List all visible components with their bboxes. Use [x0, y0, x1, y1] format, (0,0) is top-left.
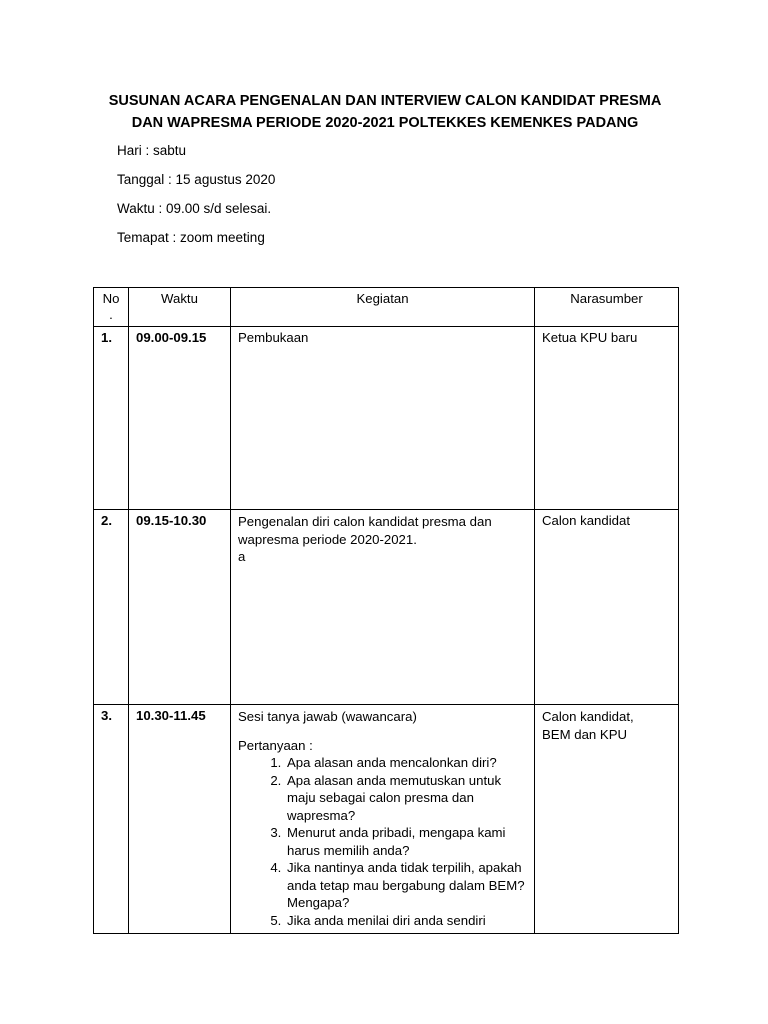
cell-narasumber: Ketua KPU baru — [535, 327, 679, 510]
header-narasumber: Narasumber — [535, 288, 679, 327]
title-line-2: DAN WAPRESMA PERIODE 2020-2021 POLTEKKES KEMENKES PADANG — [131, 115, 639, 131]
table-header-row — [94, 288, 679, 327]
question-item: 2. Apa alasan anda memutuskan untuk maju sebagai calon presma dan wapresma? — [285, 772, 527, 825]
question-item: 5. Jika anda menilai diri anda sendiri — [285, 912, 527, 930]
cell-kegiatan: Sesi tanya jawab (wawancara) Pertanyaan : 1. Apa alasan anda mencalonkan diri? 2. Apa alasan anda memutuskan untuk maju sebagai calon presma dan wapresma? 3. Menurut anda pribadi, mengapa kami harus memilih anda? 4. Jika nantinya anda tidak terpilih, apakah anda tetap mau bergabung dalam BEM? Mengapa? 5. Jika anda menilai diri anda sendiri — [231, 705, 535, 934]
pertanyaan-label: Pertanyaan : — [238, 737, 313, 753]
question-list — [238, 754, 527, 929]
question-item: 3. Menurut anda pribadi, mengapa kami harus memilih anda? — [285, 824, 527, 859]
cell-no: 3. — [94, 705, 129, 934]
question-item: 4. Jika nantinya anda tidak terpilih, apakah anda tetap mau bergabung dalam BEM? Mengapa? — [285, 859, 527, 912]
cell-waktu: 09.15-10.30 — [129, 510, 231, 705]
document-title — [70, 90, 700, 134]
table-row — [94, 705, 679, 934]
cell-no: 2. — [94, 510, 129, 705]
schedule-table — [93, 287, 679, 934]
question-item: 1. Apa alasan anda mencalonkan diri? — [285, 754, 527, 772]
cell-kegiatan: Pengenalan diri calon kandidat presma dan wapresma periode 2020-2021. a — [231, 510, 535, 705]
table-row — [94, 327, 679, 510]
info-tempat: Temapat : zoom meeting — [117, 230, 265, 245]
info-hari: Hari : sabtu — [117, 143, 187, 158]
cell-kegiatan: Pembukaan — [231, 327, 535, 510]
info-waktu: Waktu : 09.00 s/d selesai. — [117, 201, 272, 216]
table-row — [94, 510, 679, 705]
header-no: No . — [94, 288, 129, 327]
cell-waktu: 10.30-11.45 — [129, 705, 231, 934]
cell-narasumber: Calon kandidat — [535, 510, 679, 705]
cell-narasumber: Calon kandidat, BEM dan KPU — [535, 705, 679, 934]
header-kegiatan: Kegiatan — [231, 288, 535, 327]
header-waktu: Waktu — [129, 288, 231, 327]
info-tanggal: Tanggal : 15 agustus 2020 — [117, 172, 276, 187]
title-line-1: SUSUNAN ACARA PENGENALAN DAN INTERVIEW CALON KANDIDAT PRESMA — [108, 93, 662, 109]
cell-waktu: 09.00-09.15 — [129, 327, 231, 510]
cell-no: 1. — [94, 327, 129, 510]
